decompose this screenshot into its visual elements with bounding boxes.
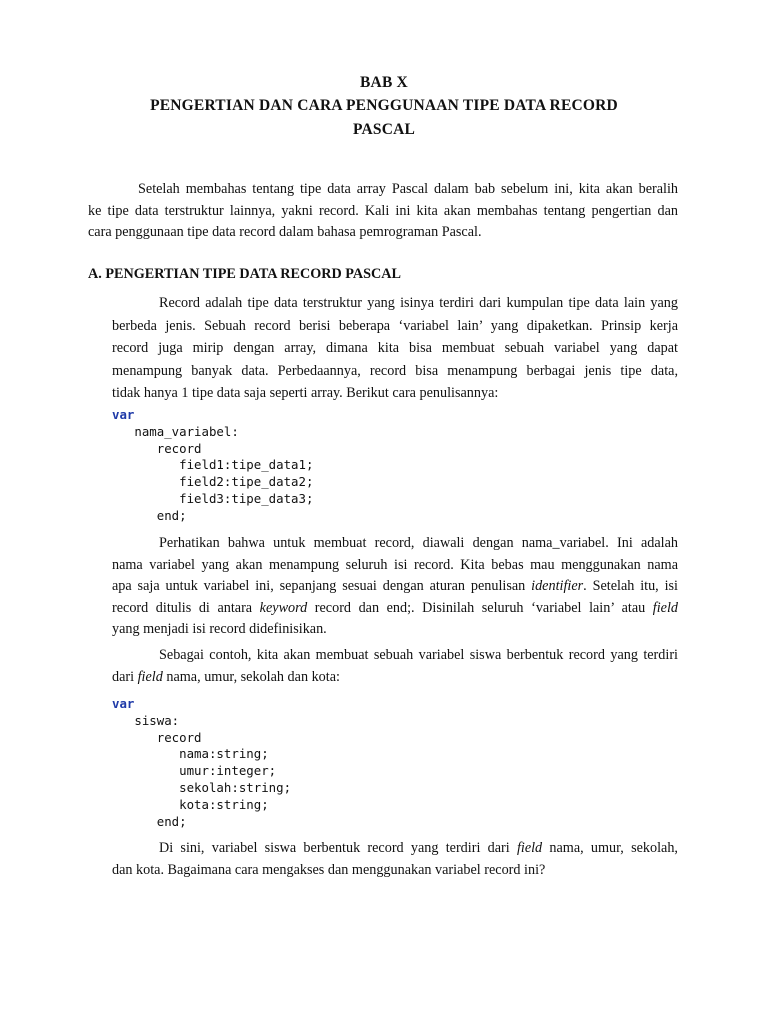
code-line: sekolah:string; bbox=[112, 779, 292, 795]
code-line: record bbox=[112, 440, 202, 456]
chapter-title-line2: PASCAL bbox=[352, 121, 416, 138]
code-line: end; bbox=[112, 813, 187, 829]
intro-line: cara penggunaan tipe data record dalam bahasa pemrograman Pascal. bbox=[88, 224, 482, 240]
paragraph-line: Record adalah tipe data terstruktur yang isinya terdiri dari kumpulan tipe data lain yang bbox=[159, 295, 678, 311]
paragraph-line: menampung banyak data. Perbedaannya, record bisa menampung berbagai jenis tipe data, bbox=[112, 362, 678, 379]
paragraph-line bbox=[112, 667, 678, 689]
code-keyword-var: var bbox=[112, 407, 135, 422]
text-run: nama, umur, sekolah dan kota: bbox=[162, 668, 340, 685]
section-a-paragraph-1 bbox=[112, 292, 678, 405]
code-block-record-syntax bbox=[112, 407, 313, 525]
text-run: Di sini, variabel siswa berbentuk record yang terdiri dari bbox=[159, 840, 517, 856]
section-a-paragraph-4 bbox=[112, 838, 678, 881]
section-a-paragraph-2 bbox=[112, 533, 678, 641]
code-line: field2:tipe_data2; bbox=[112, 474, 314, 490]
italic-term: keyword bbox=[259, 599, 308, 616]
text-run: record ditulis di antara bbox=[112, 599, 260, 616]
italic-term: identifier bbox=[531, 578, 584, 594]
code-line: field1:tipe_data1; bbox=[112, 457, 314, 473]
intro-line: ke tipe data terstruktur lainnya, yakni record. Kali ini kita akan membahas tentang pengertian dan bbox=[88, 202, 678, 219]
code-block-siswa-record bbox=[112, 696, 291, 830]
italic-term: field bbox=[652, 599, 678, 616]
text-run: . Setelah itu, isi bbox=[583, 578, 678, 594]
text-run: dari bbox=[112, 668, 138, 685]
chapter-label: BAB X bbox=[360, 74, 408, 91]
code-line: nama:string; bbox=[112, 746, 269, 762]
section-a-heading: A. PENGERTIAN TIPE DATA RECORD PASCAL bbox=[88, 266, 401, 282]
code-line: record bbox=[112, 729, 202, 745]
text-run: nama, umur, sekolah, bbox=[542, 840, 678, 856]
intro-paragraph bbox=[88, 179, 678, 244]
paragraph-line: berbeda jenis. Sebuah record berisi beberapa ‘variabel lain’ yang dipaketkan. Prinsip kerja bbox=[112, 317, 678, 334]
paragraph-line bbox=[112, 838, 678, 860]
paragraph-line: dan kota. Bagaimana cara mengakses dan menggunakan variabel record ini? bbox=[112, 861, 546, 878]
chapter-title-line1: PENGERTIAN DAN CARA PENGGUNAAN TIPE DATA RECORD bbox=[150, 97, 618, 114]
section-a-paragraph-3 bbox=[112, 645, 678, 688]
italic-term: field bbox=[516, 840, 543, 856]
code-line: umur:integer; bbox=[112, 763, 277, 779]
code-keyword-var: var bbox=[112, 696, 135, 711]
paragraph-line: record juga mirip dengan array, dimana kita bisa membuat sebuah variabel yang dapat bbox=[112, 340, 678, 356]
paragraph-line: yang menjadi isi record didefinisikan. bbox=[112, 621, 327, 637]
text-run: apa saja untuk variabel ini, sepanjang sesuai dengan aturan penulisan bbox=[112, 578, 532, 594]
code-line: field3:tipe_data3; bbox=[112, 490, 314, 506]
paragraph-line: nama variabel yang akan menampung seluruh isi record. Kita bebas mau menggunakan nama bbox=[112, 556, 678, 573]
paragraph-line: tidak hanya 1 tipe data saja seperti array. Berikut cara penulisannya: bbox=[112, 385, 499, 401]
italic-term: field bbox=[137, 668, 163, 685]
code-line: end; bbox=[112, 507, 187, 523]
code-line: kota:string; bbox=[112, 796, 269, 812]
paragraph-line: Perhatikan bahwa untuk membuat record, diawali dengan nama_variabel. Ini adalah bbox=[159, 535, 678, 551]
intro-line: Setelah membahas tentang tipe data array Pascal dalam bab sebelum ini, kita akan beralih bbox=[138, 181, 678, 197]
text-run: record dan end;. Disinilah seluruh ‘variabel lain’ atau bbox=[307, 599, 653, 616]
paragraph-line: Sebagai contoh, kita akan membuat sebuah variabel siswa berbentuk record yang terdiri bbox=[159, 647, 678, 663]
code-line: nama_variabel: bbox=[112, 423, 239, 439]
code-line: siswa: bbox=[112, 712, 180, 728]
paragraph-line bbox=[112, 598, 678, 620]
paragraph-line bbox=[112, 576, 678, 598]
